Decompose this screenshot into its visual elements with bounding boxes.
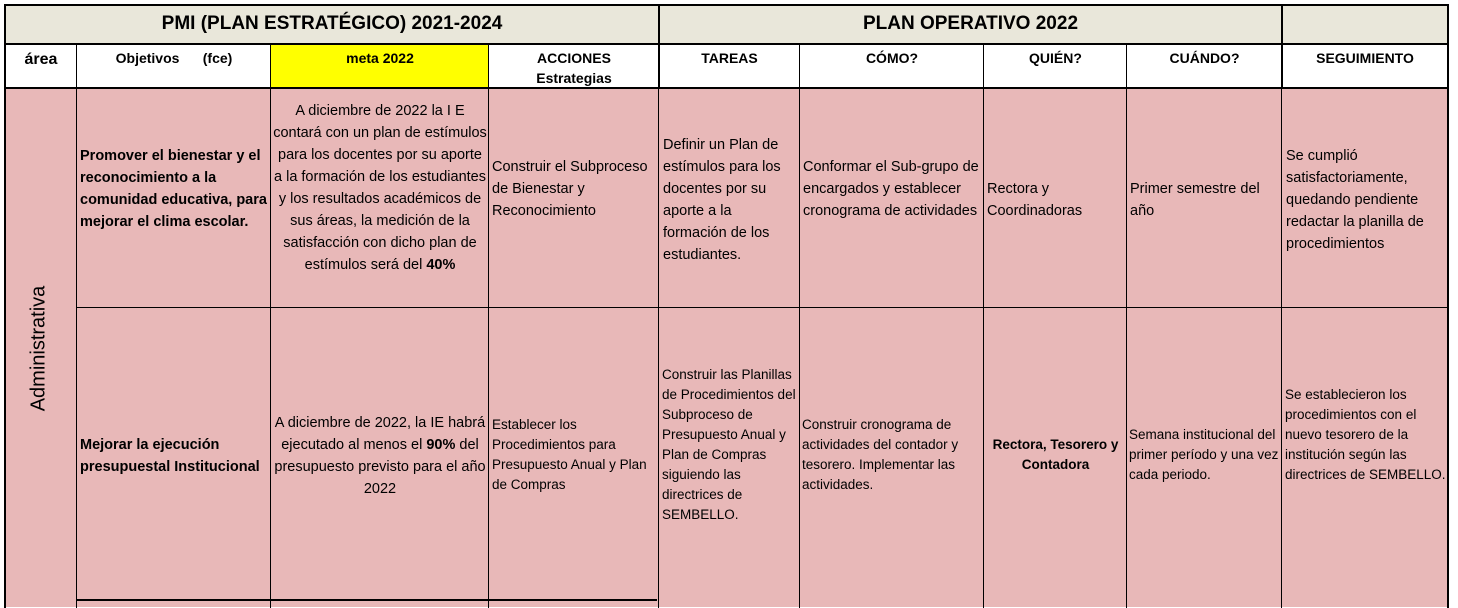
row1-cuando: Primer semestre del año [1130, 181, 1260, 219]
grid-line [799, 44, 800, 608]
row1-meta-percent: 40% [426, 257, 456, 273]
col-header-quien: QUIÉN? [984, 44, 1127, 88]
col-header-como: CÓMO? [800, 44, 984, 88]
col-header-area: área [5, 44, 77, 88]
row2-meta-pre: A diciembre de 2022, la IE habrá ejecutado al menos el [274, 415, 486, 453]
pmi-title: PMI (PLAN ESTRATÉGICO) 2021-2024 [5, 5, 659, 44]
row2-tareas: Construir las Planillas de Procedimientos del Subproceso de Presupuesto Anual y Plan de Compras siguiendo las directrices de SEMBELLO. [662, 367, 796, 522]
header-blank-cell [1282, 5, 1448, 44]
grid-line [488, 44, 489, 608]
row1-seguimiento: Se cumplió satisfactoriamente, quedando pendiente redactar la planilla de procedimientos [1286, 148, 1424, 252]
col-header-acciones-line2: Estrategias [536, 70, 612, 86]
grid-line [983, 44, 984, 608]
row2-acciones: Establecer los Procedimientos para Presupuesto Anual y Plan de Compras [492, 417, 647, 492]
col-header-objetivos: Objetivos (fce) [77, 44, 271, 88]
plan-title: PLAN OPERATIVO 2022 [659, 5, 1282, 44]
row2-cuando: Semana institucional del primer período y una vez cada periodo. [1129, 427, 1279, 482]
row2-meta-post: del presupuesto previsto para el año 2022 [274, 437, 486, 497]
grid-line [270, 44, 271, 608]
row2-quien: Rectora, Tesorero y Contadora [992, 437, 1119, 472]
grid-line [5, 87, 1449, 89]
row1-tareas: Definir un Plan de estímulos para los docentes por su aporte a la formación de los estudiantes. [663, 137, 781, 263]
area-cell [0, 88, 77, 608]
row1-meta-text: A diciembre de 2022 la I E contará con un plan de estímulos para los docentes por su aporte a la formación de los estudiantes y los resultados académicos de sus áreas, la medición de la satisfacción con dicho plan de estímulos será del [273, 103, 487, 273]
row1-quien: Rectora y Coordinadoras [987, 181, 1083, 219]
area-label: Administrativa [27, 285, 50, 411]
row2-seguimiento: Se establecieron los procedimientos con el nuevo tesorero de la institución según las directrices de SEMBELLO. [1285, 387, 1446, 482]
grid-line [76, 44, 77, 608]
grid-line [4, 4, 6, 608]
grid-line [77, 307, 1449, 308]
col-header-seguimiento: SEGUIMIENTO [1282, 44, 1448, 88]
col-header-cuando: CUÁNDO? [1127, 44, 1282, 88]
col-header-acciones-line1: ACCIONES [537, 50, 611, 66]
grid-line [1281, 4, 1283, 88]
grid-line [77, 599, 657, 601]
grid-line [658, 4, 660, 88]
col-header-meta: meta 2022 [271, 44, 489, 88]
row1-meta [273, 100, 487, 276]
row1-como: Conformar el Sub-grupo de encargados y establecer cronograma de actividades [803, 159, 979, 219]
grid-line [1447, 4, 1449, 608]
row2-meta-percent: 90% [426, 437, 456, 453]
grid-line [1126, 44, 1127, 608]
row2-como: Construir cronograma de actividades del contador y tesorero. Implementar las actividades. [802, 417, 959, 492]
row1-objetivo: Promover el bienestar y el reconocimiento a la comunidad educativa, para mejorar el clima escolar. [80, 148, 267, 230]
grid-line [1281, 88, 1282, 608]
grid-line [5, 4, 1449, 6]
grid-line [658, 88, 659, 608]
col-header-acciones [489, 44, 659, 88]
row1-acciones: Construir el Subproceso de Bienestar y Reconocimiento [492, 159, 648, 219]
col-header-tareas: TAREAS [659, 44, 800, 88]
row2-meta [273, 412, 487, 500]
grid-line [5, 43, 1449, 45]
row2-objetivo: Mejorar la ejecución presupuestal Institucional [80, 437, 260, 475]
